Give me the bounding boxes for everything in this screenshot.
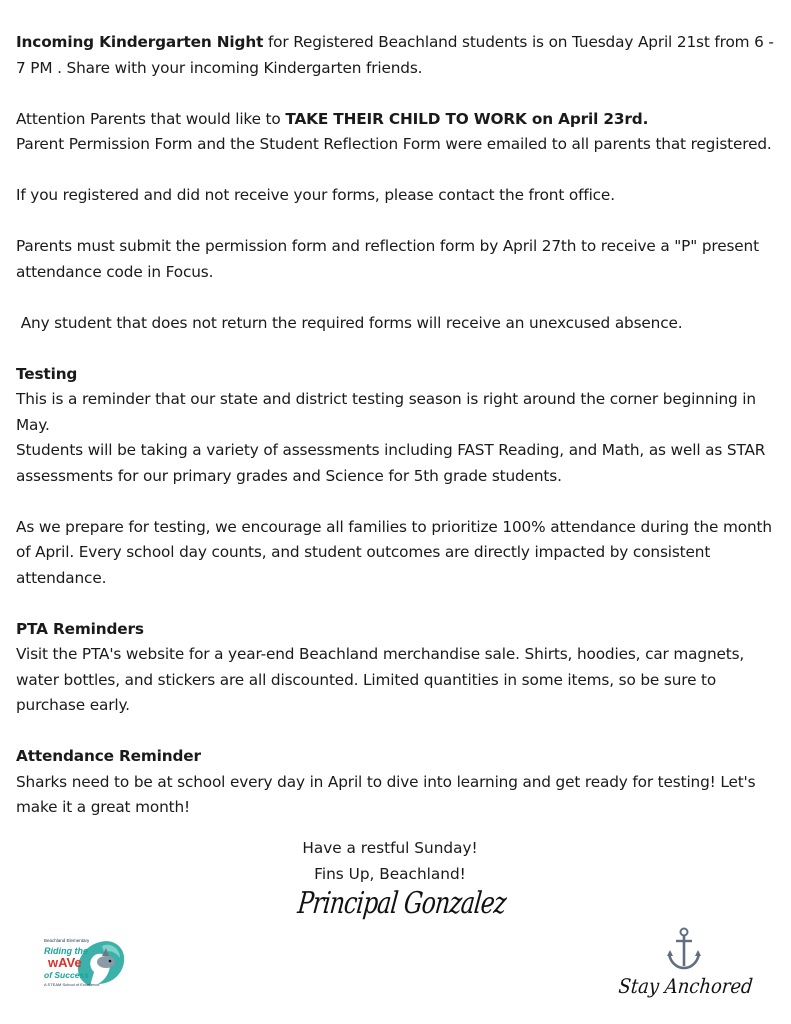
take-child-lead: Attention Parents that would like to (16, 109, 286, 128)
svg-text:Riding the: Riding the (44, 946, 88, 956)
testing-line-2: Students will be taking a variety of assessments including FAST Reading, and Math, as well as STAR assessments for our primary grades and Science for 5th grade students. (16, 441, 766, 485)
take-child-to-work-paragraph (16, 107, 776, 158)
anchor-icon (664, 926, 704, 974)
newsletter-body (16, 30, 776, 821)
principal-signature: Principal Gonzalez (295, 886, 508, 921)
pta-heading: PTA Reminders (16, 619, 144, 638)
closing-line-1: Have a restful Sunday! (302, 839, 478, 857)
closing-block (270, 836, 510, 887)
take-child-event: TAKE THEIR CHILD TO WORK on April 23rd. (285, 109, 649, 128)
attendance-reminder-text: Sharks need to be at school every day in April to dive into learning and get ready for testing! Let's make it a great month! (16, 772, 756, 816)
unexcused-absence-paragraph: Any student that does not return the required forms will receive an unexcused absence. (16, 313, 683, 332)
testing-heading: Testing (16, 364, 78, 383)
kindergarten-night-title: Incoming Kindergarten Night (16, 33, 264, 51)
kindergarten-night-paragraph (16, 30, 776, 81)
attendance-reminder-heading: Attendance Reminder (16, 747, 201, 765)
stay-anchored-text: Stay Anchored (617, 974, 754, 998)
attendance-priority-paragraph: As we prepare for testing, we encourage all families to prioritize 100% attendance during the month of April. Every school day counts, and student outcomes are directly impacted by consistent attendance. (16, 517, 772, 587)
svg-text:Beachland Elementary: Beachland Elementary (44, 938, 90, 943)
closing-line-2: Fins Up, Beachland! (314, 864, 466, 883)
school-logo (40, 928, 132, 992)
pta-section (16, 617, 776, 719)
svg-text:wAVe: wAVe (48, 955, 82, 970)
testing-line-1: This is a reminder that our state and district testing season is right around the corner beginning in May. (16, 390, 756, 434)
testing-section (16, 362, 776, 490)
svg-text:of Success: of Success (44, 970, 89, 980)
contact-office-paragraph: If you registered and did not receive your forms, please contact the front office. (16, 186, 615, 204)
forms-emailed-text: Parent Permission Form and the Student Reflection Form were emailed to all parents that registered. (16, 135, 772, 153)
svg-text:A STEAM School of Excellence: A STEAM School of Excellence (44, 982, 100, 987)
pta-text: Visit the PTA's website for a year-end Beachland merchandise sale. Shirts, hoodies, car magnets, water bottles, and stickers are all discounted. Limited quantities in some items, so be sure to purchase early. (16, 645, 745, 714)
submit-forms-paragraph: Parents must submit the permission form and reflection form by April 27th to receive a "P" present attendance code in Focus. (16, 237, 759, 281)
attendance-reminder-section (16, 744, 776, 821)
kindergarten-night-text: for Registered Beachland students is on Tuesday April 21st from 6 - 7 PM . Share with your incoming Kindergarten friends. (16, 33, 774, 77)
